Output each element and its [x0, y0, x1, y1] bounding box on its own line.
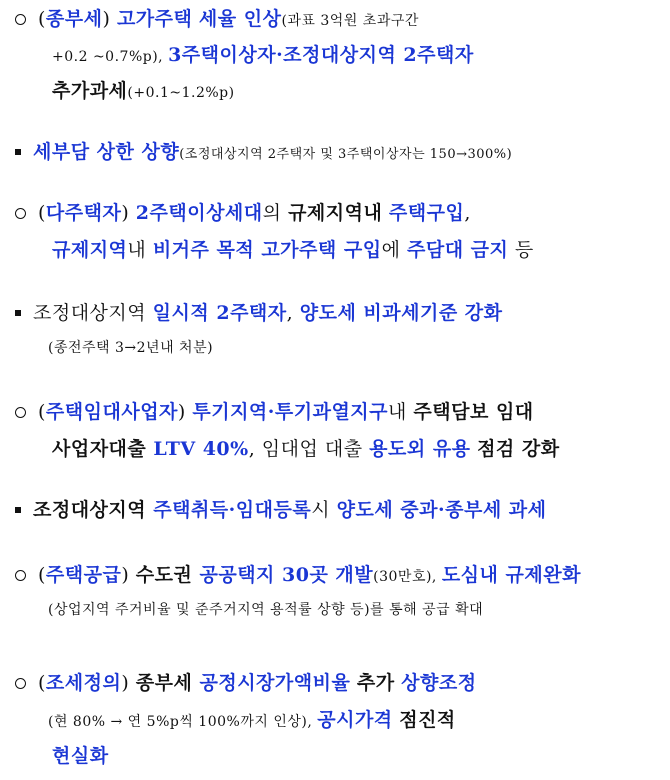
text-segment: ) [121, 672, 136, 694]
text-line [15, 668, 477, 695]
text-line [15, 198, 471, 225]
square-bullet [15, 310, 21, 316]
text-segment: (상업지역 주거비율 및 준주거지역 용적률 상향 등)를 통해 공급 확대 [48, 602, 484, 618]
text-line [52, 235, 534, 262]
text-line [48, 705, 456, 732]
text-segment: 공정시장가액비율 [199, 672, 351, 694]
text-line [52, 40, 474, 67]
text-segment: 2주택이상세대 [135, 202, 263, 224]
text-segment: (+0.1~1.2%p) [127, 85, 235, 101]
text-segment: ( [38, 401, 46, 423]
text-segment: 3주택이상자·조정대상지역 2주택자 [168, 44, 474, 66]
text-segment: 등 [508, 239, 534, 261]
text-segment: 조정대상지역 [33, 302, 153, 324]
text-segment: 주택구입 [388, 202, 465, 224]
text-line [48, 335, 213, 357]
text-segment: +0.2 ~0.7%p), [52, 49, 169, 65]
text-segment: 조세정의 [45, 672, 122, 694]
text-segment: 공공택지 30곳 개발 [199, 564, 374, 586]
text-segment: ) [102, 8, 117, 30]
text-segment: 주담대 금지 [406, 239, 509, 261]
text-segment: 비거주 목적 고가주택 구입 [152, 239, 382, 261]
text-line [15, 298, 503, 325]
text-segment: 시 [311, 499, 337, 521]
text-line [48, 597, 483, 619]
circle-bullet [15, 208, 26, 219]
circle-bullet [15, 570, 26, 581]
text-segment: 내 [127, 239, 153, 261]
text-segment: 규제지역내 [288, 202, 383, 224]
text-segment: 양도세 비과세기준 강화 [299, 302, 503, 324]
text-line [52, 741, 109, 768]
text-segment: 다주택자 [45, 202, 122, 224]
text-segment: , 임대업 대출 [248, 438, 370, 460]
text-segment: 내 [388, 401, 414, 423]
text-segment: , [286, 302, 300, 324]
text-segment: 세율 인상 [198, 8, 282, 30]
text-segment: , [464, 202, 471, 224]
text-line [15, 397, 534, 424]
text-segment: (과표 3억원 초과구간 [281, 13, 419, 29]
text-segment: 일시적 2주택자 [152, 302, 287, 324]
text-segment: 상향조정 [401, 672, 477, 694]
text-segment: 규제지역 [52, 239, 128, 261]
circle-bullet [15, 678, 26, 689]
text-segment: 종부세 [45, 8, 103, 30]
square-bullet [15, 149, 21, 155]
square-bullet [15, 507, 21, 513]
text-segment: (조정대상지역 2주택자 및 3주택이상자는 150→300%) [179, 147, 513, 162]
text-line [52, 76, 235, 103]
text-segment: 추가 [356, 672, 395, 694]
text-line [15, 137, 512, 164]
circle-bullet [15, 14, 26, 25]
text-segment: 사업자대출 [52, 438, 154, 460]
text-segment: 공시가격 [317, 709, 393, 731]
text-line [52, 434, 560, 461]
text-segment: ( [38, 564, 46, 586]
text-segment: ( [38, 202, 46, 224]
text-segment: (현 80% → 연 5%p씩 100%까지 인상), [48, 714, 318, 730]
text-segment: 고가주택 [116, 8, 193, 30]
text-segment: 주택담보 임대 [413, 401, 534, 423]
text-segment: 주택임대사업자 [45, 401, 178, 423]
circle-bullet [15, 407, 26, 418]
text-segment: 종부세 [135, 672, 200, 694]
text-segment: ( [38, 8, 46, 30]
text-line [15, 495, 547, 522]
text-segment: (종전주택 3→2년내 처분) [48, 340, 214, 356]
text-segment: ( [38, 672, 46, 694]
text-segment: 양도세 중과·종부세 과세 [336, 499, 547, 521]
text-segment: 투기지역·투기과열지구 [192, 401, 389, 423]
text-segment: 조정대상지역 [33, 499, 154, 521]
text-segment: ) [177, 401, 193, 423]
text-line [15, 560, 581, 587]
text-segment: 에 [381, 239, 407, 261]
text-segment: 용도외 유용 [369, 438, 471, 460]
text-segment: 주택취득·임대등록 [153, 499, 312, 521]
text-segment: 의 [262, 202, 289, 224]
text-segment: (30만호), [373, 569, 442, 585]
text-segment: ) [121, 202, 136, 224]
text-segment: 현실화 [52, 745, 109, 767]
text-segment: ) [121, 564, 136, 586]
text-line [15, 4, 419, 31]
text-segment: 추가과세 [52, 80, 128, 102]
text-segment: 세부담 상한 상향 [33, 141, 180, 163]
text-segment: 점진적 [399, 709, 456, 731]
text-segment: 수도권 [135, 564, 200, 586]
text-segment: 점검 강화 [477, 438, 560, 460]
text-segment: LTV 40% [153, 438, 249, 460]
text-segment: 도심내 규제완화 [441, 564, 581, 586]
text-segment: 주택공급 [45, 564, 122, 586]
